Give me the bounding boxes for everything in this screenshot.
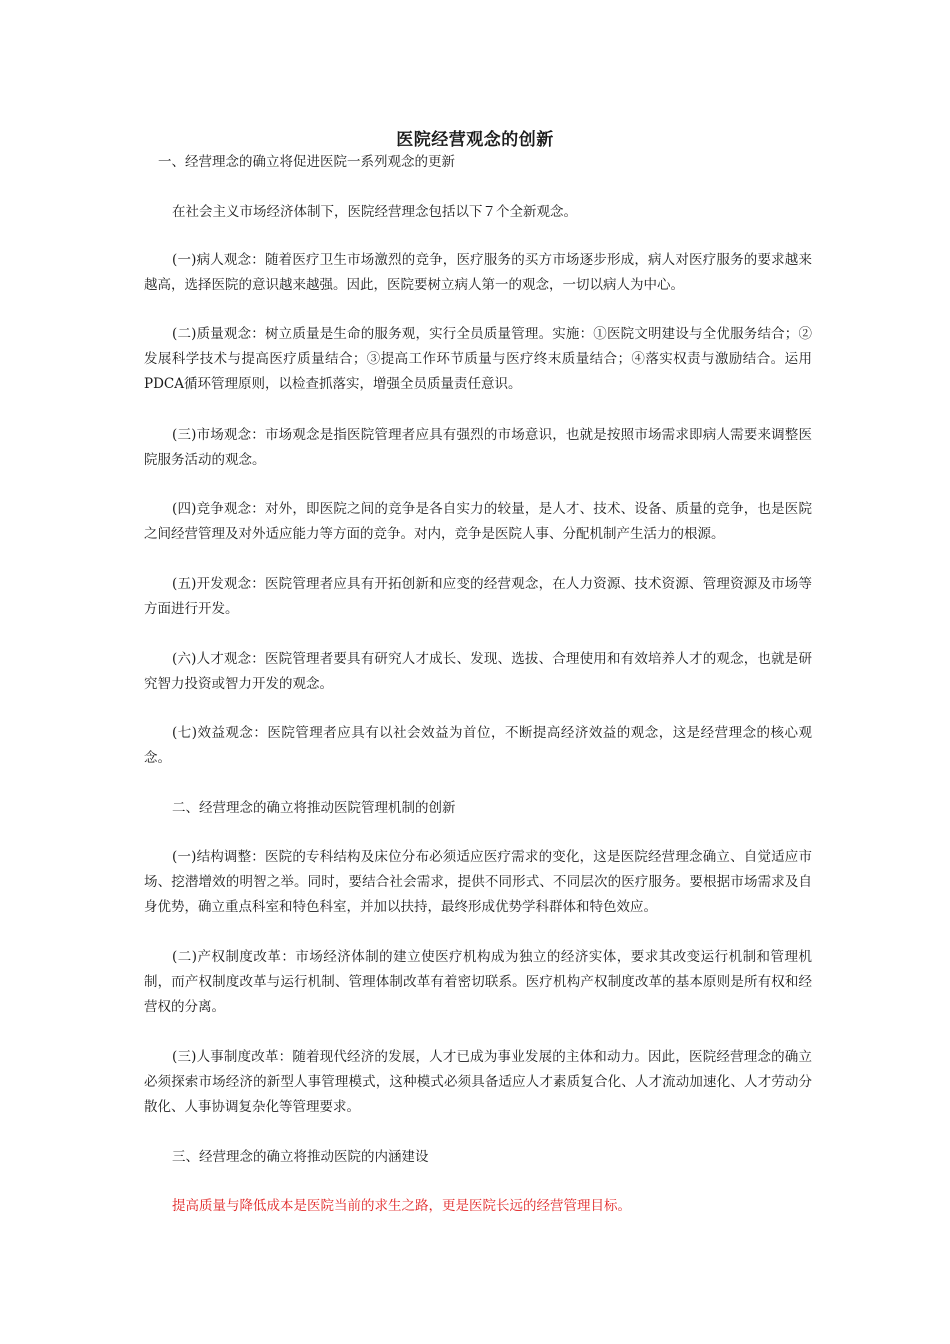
highlight-statement: 提高质量与降低成本是医院当前的求生之路，更是医院长远的经营管理目标。	[172, 1198, 631, 1214]
intro-paragraph: 在社会主义市场经济体制下，医院经营理念包括以下７个全新观念。	[172, 204, 577, 220]
concept-development: (五)开发观念：医院管理者应具有开拓创新和应变的经营观念，在人力资源、技术资源、管理资源及市场等方面进行开发。	[144, 576, 812, 617]
reform-structure: (一)结构调整：医院的专科结构及床位分布必须适应医疗需求的变化，这是医院经营理念确立、自觉适应市场、挖潜增效的明智之举。同时，要结合社会需求，提供不同形式、不同层次的医疗服务。要根据市场需求及自身优势，确立重点科室和特色科室，并加以扶持，最终形成优势学科群体和特色效应。	[144, 849, 812, 915]
section-1-heading: 一、经营理念的确立将促进医院一系列观念的更新	[158, 154, 455, 170]
concept-quality: (二)质量观念：树立质量是生命的服务观，实行全员质量管理。实施：①医院文明建设与全优服务结合；②发展科学技术与提高医疗质量结合；③提高工作环节质量与医疗终末质量结合；④落实权责与激励结合。运用PDCA循环管理原则，以检查抓落实，增强全员质量责任意识。	[144, 326, 812, 392]
reform-personnel: (三)人事制度改革：随着现代经济的发展，人才已成为事业发展的主体和动力。因此，医院经营理念的确立必须探索市场经济的新型人事管理模式，这种模式必须具备适应人才素质复合化、人才流动加速化、人才劳动分散化、人事协调复杂化等管理要求。	[144, 1049, 812, 1115]
concept-competition: (四)竞争观念：对外，即医院之间的竞争是各自实力的较量，是人才、技术、设备、质量的竞争，也是医院之间经营管理及对外适应能力等方面的竞争。对内，竞争是医院人事、分配机制产生活力的根源。	[144, 501, 812, 542]
concept-talent: (六)人才观念：医院管理者要具有研究人才成长、发现、选拔、合理使用和有效培养人才的观念，也就是研究智力投资或智力开发的观念。	[144, 651, 812, 692]
document-title: 医院经营观念的创新	[396, 130, 554, 150]
concept-market: (三)市场观念：市场观念是指医院管理者应具有强烈的市场意识，也就是按照市场需求即病人需要来调整医院服务活动的观念。	[144, 427, 812, 468]
concept-benefit: (七)效益观念：医院管理者应具有以社会效益为首位，不断提高经济效益的观念，这是经营理念的核心观念。	[144, 725, 812, 766]
section-2-heading: 二、经营理念的确立将推动医院管理机制的创新	[172, 800, 456, 816]
concept-patient: (一)病人观念：随着医疗卫生市场激烈的竞争，医疗服务的买方市场逐步形成，病人对医疗服务的要求越来越高，选择医院的意识越来越强。因此，医院要树立病人第一的观念，一切以病人为中心。	[144, 252, 812, 293]
reform-property: (二)产权制度改革：市场经济体制的建立使医疗机构成为独立的经济实体，要求其改变运行机制和管理机制，而产权制度改革与运行机制、管理体制改革有着密切联系。医疗机构产权制度改革的基本原则是所有权和经营权的分离。	[144, 949, 812, 1015]
section-3-heading: 三、经营理念的确立将推动医院的内涵建设	[172, 1149, 429, 1165]
